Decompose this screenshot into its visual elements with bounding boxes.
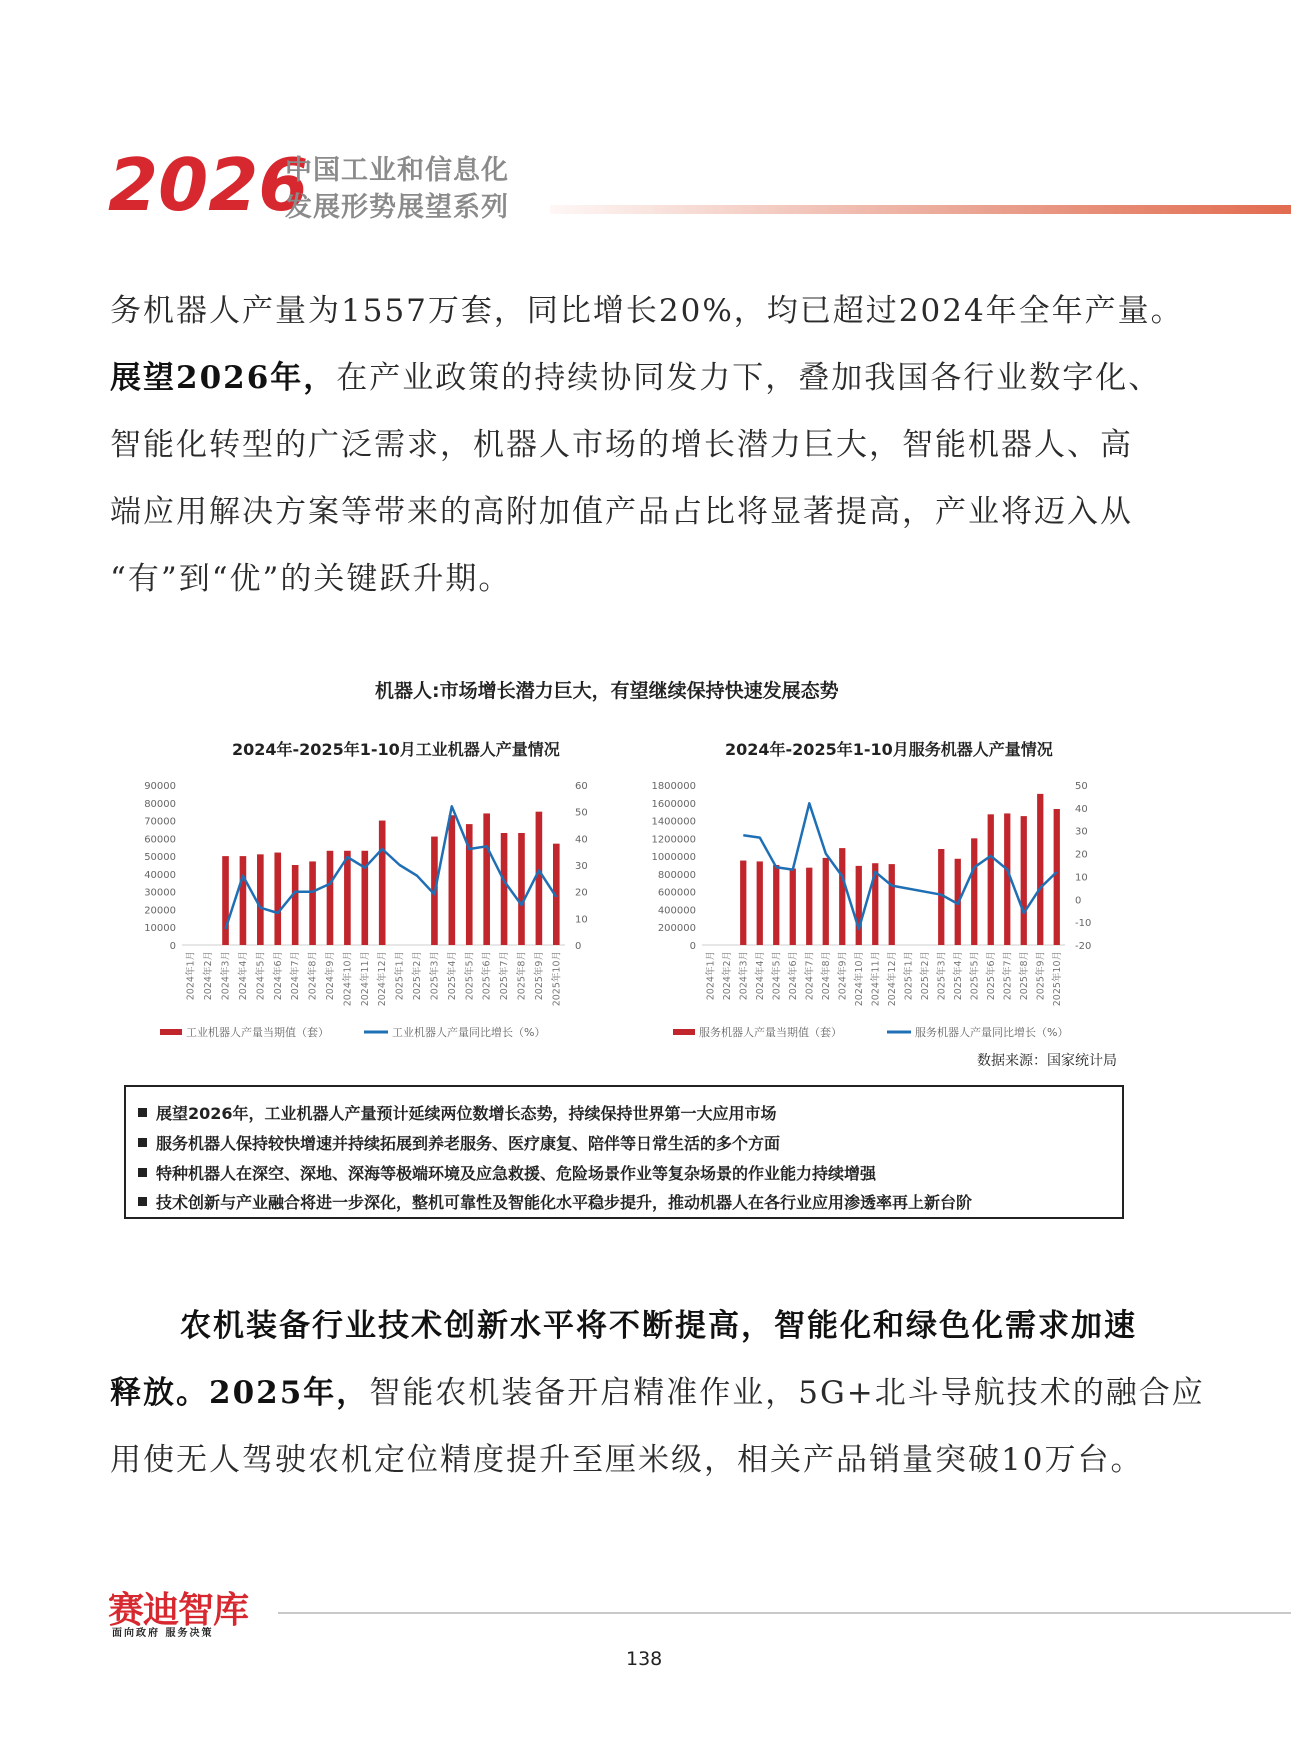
x-tick-label: 2025年9月 — [1035, 951, 1047, 1001]
outlook-item: 技术创新与产业融合将进一步深化，整机可靠性及智能化水平稳步提升，推动机器人在各行业应用渗透率再上新台阶 — [138, 1190, 972, 1213]
y-right-tick-label: 30 — [1075, 826, 1088, 838]
x-tick-label: 2024年11月 — [870, 951, 882, 1007]
y-left-tick-label: 1200000 — [651, 834, 696, 846]
x-tick-label: 2024年10月 — [342, 951, 354, 1007]
footer-tagline: 面向政府 服务决策 — [112, 1628, 214, 1639]
y-left-tick-label: 200000 — [657, 923, 696, 935]
x-tick-label: 2025年3月 — [936, 951, 948, 1001]
x-tick-label: 2024年3月 — [738, 951, 750, 1001]
x-tick-label: 2025年4月 — [952, 951, 964, 1001]
x-tick-label: 2025年2月 — [919, 951, 931, 1001]
bar — [222, 856, 229, 945]
x-tick-label: 2025年5月 — [464, 951, 476, 1001]
x-tick-label: 2025年8月 — [1018, 951, 1030, 1001]
y-left-tick-label: 0 — [169, 941, 176, 952]
x-tick-label: 2025年6月 — [481, 951, 493, 1001]
y-left-tick-label: 30000 — [144, 887, 176, 899]
x-tick-label: 2025年1月 — [903, 951, 915, 1001]
y-right-tick-label: 60 — [575, 781, 588, 792]
x-tick-label: 2025年7月 — [1002, 951, 1014, 1001]
x-tick-label: 2024年4月 — [754, 951, 766, 1001]
x-tick-label: 2025年10月 — [1051, 951, 1063, 1007]
bar — [327, 851, 334, 945]
x-tick-label: 2024年2月 — [203, 951, 215, 1001]
y-left-tick-label: 0 — [689, 941, 696, 952]
legend-bar-swatch — [160, 1029, 182, 1035]
chart-service — [640, 770, 1100, 1050]
paragraph-line — [110, 352, 1162, 397]
figure-title: 机器人:市场增长潜力巨大，有望继续保持快速发展态势 — [375, 680, 839, 702]
legend-bar-label: 工业机器人产量当期值（套） — [186, 1026, 329, 1039]
bar — [379, 821, 386, 945]
bar — [536, 812, 543, 945]
footer-logo: 赛迪智库 — [108, 1590, 249, 1631]
chart-title-service: 2024年-2025年1-10月服务机器人产量情况 — [725, 740, 1053, 759]
x-tick-label: 2025年7月 — [499, 951, 511, 1001]
x-tick-label: 2024年1月 — [705, 951, 717, 1001]
x-tick-label: 2025年9月 — [533, 951, 545, 1001]
x-tick-label: 2024年6月 — [272, 951, 284, 1001]
y-left-tick-label: 40000 — [144, 869, 176, 881]
y-right-tick-label: 40 — [1075, 803, 1088, 815]
y-left-tick-label: 800000 — [657, 869, 696, 881]
bar — [757, 861, 763, 945]
bar — [292, 865, 299, 945]
y-right-tick-label: -20 — [1075, 941, 1092, 952]
bar — [501, 833, 508, 945]
bar — [806, 868, 812, 945]
paragraph-lead: 展望2026年， — [110, 360, 337, 396]
bullet-square-icon — [138, 1168, 147, 1177]
bar — [483, 813, 490, 945]
chart-title-industrial: 2024年-2025年1-10月工业机器人产量情况 — [232, 740, 560, 759]
bar — [257, 854, 264, 945]
legend-line-label: 服务机器人产量同比增长（%） — [915, 1026, 1069, 1039]
logo-2026 — [108, 143, 309, 227]
y-right-tick-label: 10 — [1075, 872, 1088, 884]
chart-industrial — [120, 770, 600, 1050]
outlook-item: 展望2026年，工业机器人产量预计延续两位数增长态势，持续保持世界第一大应用市场 — [138, 1101, 777, 1124]
y-left-tick-label: 60000 — [144, 834, 176, 846]
bar — [1037, 794, 1043, 945]
legend-line-label: 工业机器人产量同比增长（%） — [392, 1026, 546, 1039]
bar — [344, 851, 351, 945]
y-left-tick-label: 400000 — [657, 905, 696, 917]
bar — [823, 858, 829, 945]
y-left-tick-label: 600000 — [657, 887, 696, 899]
y-left-tick-label: 1000000 — [651, 852, 696, 864]
x-tick-label: 2024年12月 — [377, 951, 389, 1007]
x-tick-label: 2025年2月 — [412, 951, 424, 1001]
outlook-item: 特种机器人在深空、深地、深海等极端环境及应急救援、危险场景作业等复杂场景的作业能力持续增强 — [138, 1161, 876, 1184]
bullet-square-icon — [138, 1197, 147, 1206]
bar — [1004, 813, 1010, 945]
y-left-tick-label: 20000 — [144, 905, 176, 917]
x-tick-label: 2024年10月 — [853, 951, 865, 1007]
y-right-tick-label: 10 — [575, 914, 588, 926]
bar — [988, 814, 994, 945]
x-tick-label: 2025年3月 — [429, 951, 441, 1001]
outlook-item: 服务机器人保持较快增速并持续拓展到养老服务、医疗康复、陪伴等日常生活的多个方面 — [138, 1131, 780, 1154]
x-tick-label: 2024年3月 — [220, 951, 232, 1001]
x-tick-label: 2024年12月 — [886, 951, 898, 1007]
x-tick-label: 2024年9月 — [324, 951, 336, 1001]
header-title-line1: 中国工业和信息化 — [285, 155, 509, 186]
bar — [773, 865, 779, 945]
figure-source: 数据来源：国家统计局 — [977, 1053, 1117, 1069]
bar — [449, 815, 456, 945]
bar — [839, 848, 845, 945]
x-tick-label: 2024年2月 — [721, 951, 733, 1001]
paragraph-line: 务机器人产量为1557万套，同比增长20%，均已超过2024年全年产量。 — [110, 293, 1184, 329]
bar — [274, 853, 281, 945]
x-tick-label: 2025年10月 — [551, 951, 563, 1007]
bar — [856, 866, 862, 945]
y-right-tick-label: 20 — [575, 887, 588, 899]
bar — [790, 869, 796, 945]
bar — [1021, 816, 1027, 945]
y-right-tick-label: 50 — [1075, 781, 1088, 792]
y-left-tick-label: 80000 — [144, 798, 176, 810]
paragraph-line: 智能化转型的广泛需求，机器人市场的增长潜力巨大，智能机器人、高 — [110, 427, 1133, 463]
bar — [518, 833, 525, 945]
paragraph-line: 端应用解决方案等带来的高附加值产品占比将显著提高，产业将迈入从 — [110, 494, 1133, 530]
paragraph-lead: 释放。2025年， — [110, 1375, 370, 1411]
bullet-square-icon — [138, 1108, 147, 1117]
paragraph-rest: 在产业政策的持续协同发力下，叠加我国各行业数字化、 — [336, 360, 1162, 396]
header-title-line2: 发展形势展望系列 — [285, 192, 509, 223]
x-tick-label: 2025年5月 — [969, 951, 981, 1001]
x-tick-label: 2025年6月 — [985, 951, 997, 1001]
logo-2026-text: 2026 — [108, 143, 309, 227]
x-tick-label: 2025年4月 — [446, 951, 458, 1001]
paragraph-line: 用使无人驾驶农机定位精度提升至厘米级，相关产品销量突破10万台。 — [110, 1442, 1144, 1478]
y-left-tick-label: 1600000 — [651, 798, 696, 810]
x-tick-label: 2024年4月 — [237, 951, 249, 1001]
x-tick-label: 2024年8月 — [307, 951, 319, 1001]
x-tick-label: 2024年1月 — [185, 951, 197, 1001]
paragraph-line: “有”到“优”的关键跃升期。 — [110, 561, 512, 597]
y-right-tick-label: 0 — [1075, 895, 1082, 907]
y-left-tick-label: 10000 — [144, 923, 176, 935]
x-tick-label: 2024年6月 — [787, 951, 799, 1001]
x-tick-label: 2024年5月 — [771, 951, 783, 1001]
legend-bar-label: 服务机器人产量当期值（套） — [699, 1026, 842, 1039]
y-right-tick-label: -10 — [1075, 918, 1092, 930]
x-tick-label: 2024年8月 — [820, 951, 832, 1001]
bar — [1054, 809, 1060, 945]
bar — [240, 856, 247, 945]
y-right-tick-label: 20 — [1075, 849, 1088, 861]
y-right-tick-label: 50 — [575, 807, 588, 819]
paragraph-rest: 智能农机装备开启精准作业，5G+北斗导航技术的融合应 — [369, 1375, 1205, 1411]
x-tick-label: 2024年9月 — [837, 951, 849, 1001]
y-right-tick-label: 40 — [575, 834, 588, 846]
paragraph-line — [180, 1300, 1220, 1345]
bar — [309, 861, 316, 945]
x-tick-label: 2025年1月 — [394, 951, 406, 1001]
legend-bar-swatch — [673, 1029, 695, 1035]
x-tick-label: 2024年7月 — [804, 951, 816, 1001]
page-number: 138 — [626, 1648, 663, 1670]
y-left-tick-label: 1800000 — [651, 781, 696, 792]
outlook-box — [124, 1085, 1124, 1219]
y-right-tick-label: 30 — [575, 861, 588, 872]
bar — [971, 838, 977, 945]
x-tick-label: 2024年5月 — [255, 951, 267, 1001]
footer-divider — [278, 1612, 1291, 1614]
y-left-tick-label: 90000 — [144, 781, 176, 792]
header-decor-line — [550, 205, 1291, 214]
paragraph-line — [110, 1367, 1205, 1412]
x-tick-label: 2024年7月 — [290, 951, 302, 1001]
y-left-tick-label: 70000 — [144, 816, 176, 828]
y-left-tick-label: 50000 — [144, 852, 176, 864]
x-tick-label: 2025年8月 — [516, 951, 528, 1001]
bullet-square-icon — [138, 1138, 147, 1147]
paragraph-lead: 农机装备行业技术创新水平将不断提高，智能化和绿色化需求加速 — [180, 1308, 1137, 1344]
bar — [740, 861, 746, 945]
y-left-tick-label: 1400000 — [651, 816, 696, 828]
y-right-tick-label: 0 — [575, 941, 582, 952]
x-tick-label: 2024年11月 — [359, 951, 371, 1007]
bar — [889, 864, 895, 945]
